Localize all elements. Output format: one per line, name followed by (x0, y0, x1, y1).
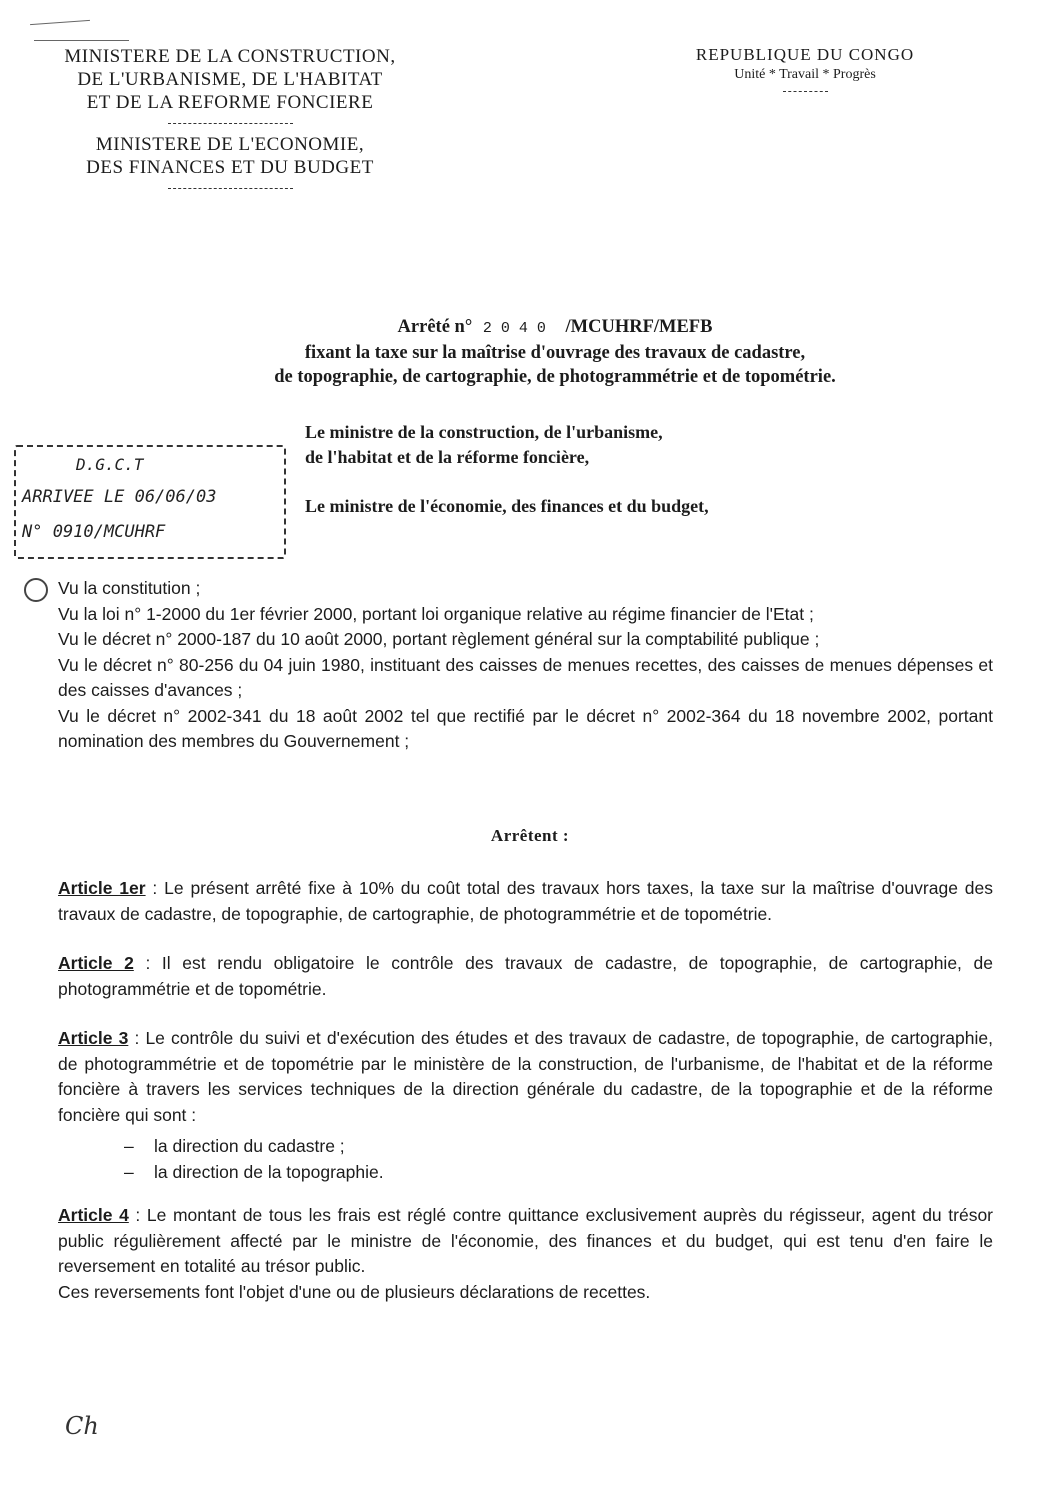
republic-header (660, 45, 950, 101)
decree-subject-line: fixant la taxe sur la maîtrise d'ouvrage des travaux de cadastre, (304, 343, 806, 363)
article-label: Article 4 (58, 1205, 129, 1225)
minister-line: Le ministre de l'économie, des finances et du budget, (305, 496, 709, 516)
article (58, 1026, 993, 1128)
punch-hole (24, 578, 48, 602)
article-label: Article 2 (58, 953, 134, 973)
closing-sentence: Ces reversements font l'objet d'une ou de plusieurs déclarations de recettes. (58, 1281, 651, 1302)
article-text: : Il est rendu obligatoire le contrôle des travaux de cadastre, de topographie, de cartographie, de photogrammétrie et de topométrie. (58, 953, 994, 999)
separator (168, 188, 293, 189)
ministry-line: MINISTERE DE LA CONSTRUCTION, (64, 46, 396, 67)
republic-motto: Unité * Travail * Progrès (734, 67, 876, 82)
vu-item: Vu le décret n° 2000-187 du 10 août 2000, portant règlement général sur la comptabilité publique ; (58, 629, 820, 649)
stamp-line: N° 0910/MCUHRF (22, 522, 166, 542)
decree-title (150, 315, 960, 389)
decree-prefix: Arrêté n° (397, 317, 473, 337)
decree-subject-line: de topographie, de cartographie, de photogrammétrie et de topométrie. (274, 367, 836, 387)
decree-number: 2040 (482, 320, 555, 337)
article (58, 951, 993, 1002)
article-text: : Le présent arrêté fixe à 10% du coût total des travaux hors taxes, la taxe sur la maîtrise d'ouvrage des travaux de cadastre, de topographie, de cartographie, de photogrammétrie et de topométrie. (58, 878, 994, 924)
article (58, 876, 993, 927)
arrival-stamp (14, 445, 286, 559)
article-text: : Le montant de tous les frais est réglé contre quittance exclusivement auprès du régisseur, agent du trésor public régulièrement affecté par le ministre de l'économie, des finances et du budget, qui est tenu d'en faire le reversement en totalité au trésor public. (58, 1205, 993, 1276)
articles-block (58, 876, 993, 1305)
ministry-line: DES FINANCES ET DU BUDGET (86, 157, 374, 178)
stamp-line: ARRIVEE LE 06/06/03 (22, 487, 217, 507)
ministry-line: MINISTERE DE L'ECONOMIE, (95, 134, 365, 155)
vu-item: Vu la constitution ; (58, 578, 201, 598)
separator (168, 123, 293, 124)
arretent-heading: Arrêtent : (490, 826, 570, 845)
article-text: : Le contrôle du suivi et d'exécution des études et des travaux de cadastre, de topographie, de cartographie, de photogrammétrie et de topométrie par le ministère de la construction, de l'urbanisme, de l'habitat et de la réforme foncière à travers les services techniques de la direction générale du cadastre, de la topographie et de la réforme foncière qui sont : (58, 1028, 993, 1125)
vu-item: Vu le décret n° 80-256 du 04 juin 1980, instituant des caisses de menues recettes, des caisses de menues dépenses et des caisses d'avances ; (58, 654, 993, 700)
vu-block (58, 576, 993, 755)
ministry-header (30, 45, 430, 198)
ministers-block (305, 420, 709, 519)
list-item: – la direction de la topographie. (124, 1160, 993, 1186)
minister-line: de l'habitat et de la réforme foncière, (305, 447, 590, 467)
republic-name: REPUBLIQUE DU CONGO (695, 45, 915, 64)
vu-item: Vu la loi n° 1-2000 du 1er février 2000, portant loi organique relative au régime financier de l'Etat ; (58, 603, 814, 624)
list-item: – la direction du cadastre ; (124, 1134, 993, 1160)
scan-artifact (30, 20, 90, 25)
article-label: Article 3 (58, 1028, 129, 1048)
decree-suffix: /MCUHRF/MEFB (565, 317, 713, 337)
direction-list (124, 1134, 993, 1185)
separator (783, 91, 828, 92)
scan-artifact (34, 40, 129, 41)
minister-line: Le ministre de la construction, de l'urbanisme, (305, 422, 663, 442)
decree-number-line (150, 315, 960, 341)
initials-signature: Ch (65, 1412, 99, 1440)
ministry-line: DE L'URBANISME, DE L'HABITAT (77, 69, 383, 90)
vu-item: Vu le décret n° 2002-341 du 18 août 2002 tel que rectifié par le décret n° 2002-364 du 18 novembre 2002, portant nomination des membres du Gouvernement ; (58, 705, 993, 751)
ministry-line: ET DE LA REFORME FONCIERE (86, 92, 374, 113)
article (58, 1203, 993, 1280)
stamp-line: D.G.C.T (76, 455, 144, 474)
article-label: Article 1er (58, 878, 146, 898)
